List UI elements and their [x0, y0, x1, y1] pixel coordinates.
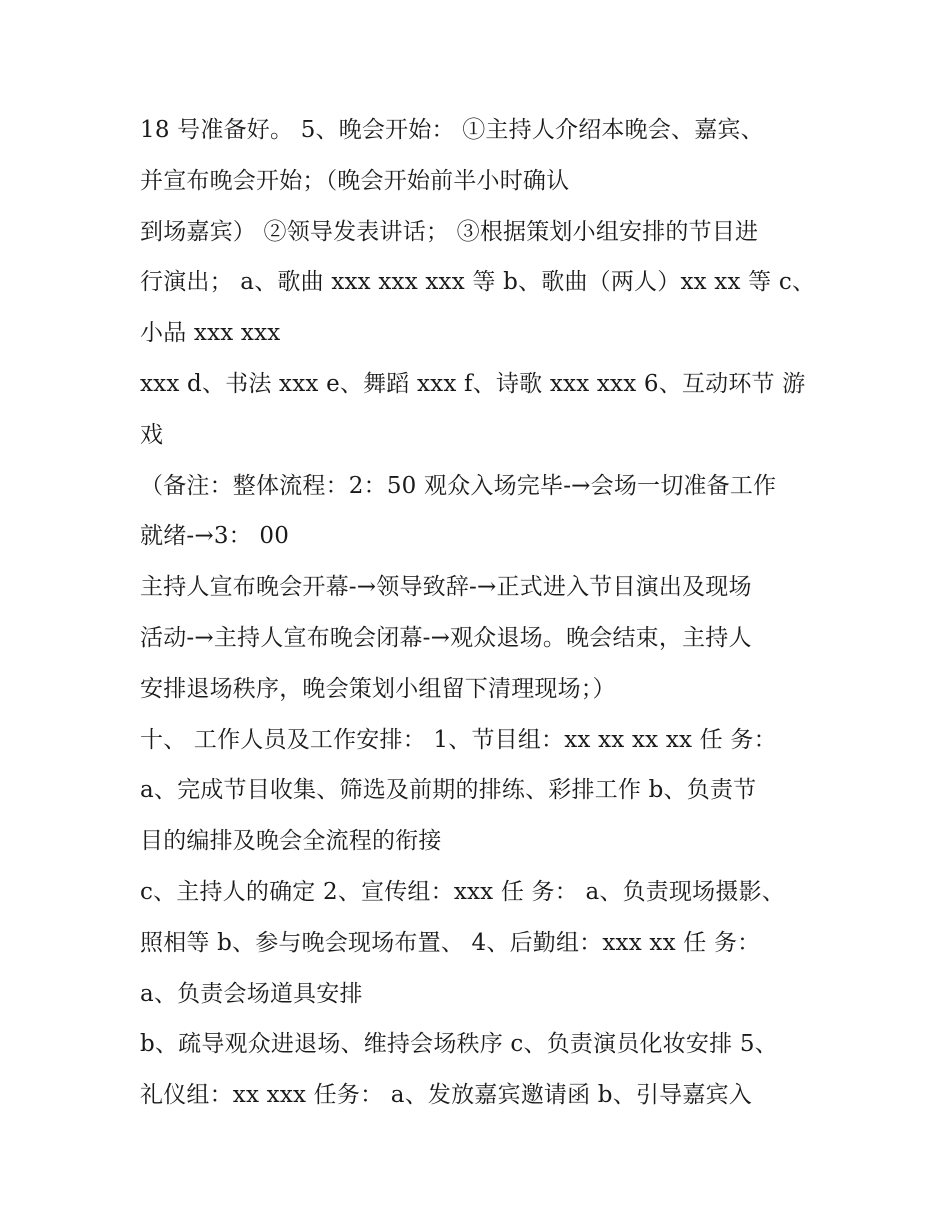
text-line: 18 号准备好。 5、晚会开始： ①主持人介绍本晚会、嘉宾、	[140, 117, 764, 143]
text-line: 到场嘉宾） ②领导发表讲话； ③根据策划小组安排的节目进	[140, 218, 759, 245]
text-line: 并宣布晚会开始；（晚会开始前半小时确认	[140, 167, 570, 194]
text-line: c、主持人的确定 2、宣传组：xxx 任 务： a、负责现场摄影、	[140, 878, 785, 905]
text-line: 戏	[140, 421, 164, 448]
text-line: 目的编排及晚会全流程的衔接	[140, 828, 442, 855]
text-line: 礼仪组：xx xxx 任务： a、发放嘉宾邀请函 b、引导嘉宾入	[140, 1082, 752, 1109]
text-line: 就绪-→3： 00	[140, 523, 290, 550]
text-line: 小品 xxx xxx	[140, 320, 281, 347]
text-line: 主持人宣布晚会开幕-→领导致辞-→正式进入节目演出及现场	[140, 574, 752, 601]
text-line: 活动-→主持人宣布晚会闭幕-→观众退场。晚会结束，主持人	[140, 624, 752, 651]
document-body	[140, 105, 840, 1121]
text-line: 安排退场秩序，晚会策划小组留下清理现场；）	[140, 675, 616, 702]
text-line: b、疏导观众进退场、维持会场秩序 c、负责演员化妆安排 5、	[140, 1031, 778, 1058]
text-line: 十、 工作人员及工作安排： 1、节目组：xx xx xx xx 任 务：	[140, 726, 777, 753]
text-line: xxx d、书法 xxx e、舞蹈 xxx f、诗歌 xxx xxx 6、互动环节 游	[140, 370, 806, 397]
text-line: a、完成节目收集、筛选及前期的排练、彩排工作 b、负责节	[140, 777, 757, 804]
text-line: 照相等 b、参与晚会现场布置、 4、后勤组：xxx xx 任 务：	[140, 929, 761, 956]
text-line: a、负责会场道具安排	[140, 980, 363, 1007]
text-line: 行演出； a、歌曲 xxx xxx xxx 等 b、歌曲（两人）xx xx 等 c、	[140, 269, 816, 296]
text-line: （备注：整体流程：2：50 观众入场完毕-→会场一切准备工作	[140, 472, 777, 499]
